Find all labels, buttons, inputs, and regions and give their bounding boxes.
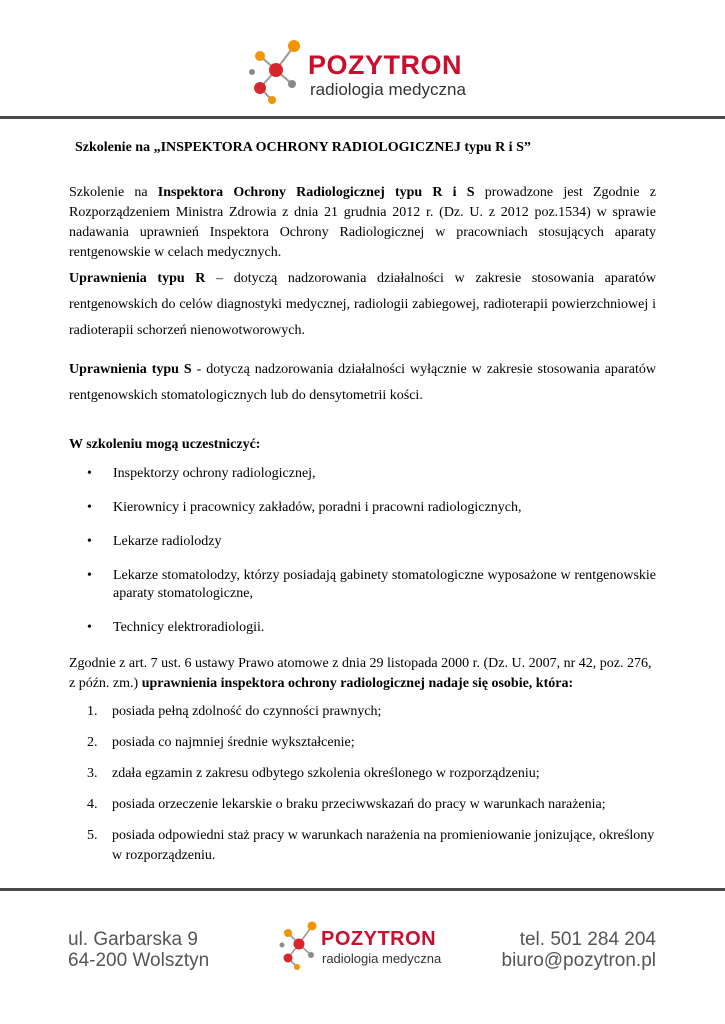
footer-contact [502, 929, 656, 971]
header-brand: POZYTRON [308, 50, 463, 80]
law-bold: uprawnienia inspektora ochrony radiologicznej nadaje się osobie, która: [141, 676, 574, 691]
bullet-icon: • [87, 620, 92, 635]
intro-rest: prowadzone jest Zgodnie z Rozporządzeniem Ministra Zdrowia z dnia 21 grudnia 2012 r. (Dz. U. z 2012 poz.1534) w sprawie nadawania uprawnień Inspektora Ochrony Radiologicznej w pracowniach stosujących aparaty rentgenowskie w celach medycznych. [69, 185, 656, 260]
bullet-icon: • [87, 534, 92, 549]
footer-address [68, 929, 209, 971]
footer-phone: tel. 501 284 204 [519, 929, 656, 950]
intro-paragraph [69, 183, 656, 263]
intro-lead: Szkolenie na [69, 185, 158, 200]
list-item: • Kierownicy i pracownicy zakładów, poradni i pracowni radiologicznych, [87, 500, 522, 515]
list-item: 3. zdała egzamin z zakresu odbytego szkolenia określonego w rozporządzeniu; [87, 766, 540, 781]
header-divider [0, 116, 725, 119]
participants-list [69, 465, 656, 637]
list-item: • Inspektorzy ochrony radiologicznej, [87, 466, 316, 481]
molecule-icon [246, 36, 314, 106]
list-item: • Technicy elektroradiologii. [87, 620, 265, 635]
law-text: Zgodnie z art. 7 ust. 6 ustawy Prawo atomowe z dnia 29 listopada 2000 r. (Dz. U. 2007, nr 42, poz. 276, z późn. zm.) [69, 656, 652, 691]
type-r-paragraph [69, 266, 656, 344]
conditions-list [69, 702, 656, 866]
footer-logo [278, 918, 458, 974]
footer-brand: POZYTRON [321, 928, 437, 950]
footer-tagline: radiologia medyczna [322, 951, 442, 966]
bullet-icon: • [87, 568, 92, 583]
footer-address-line2: 64-200 Wolsztyn [68, 950, 210, 971]
list-item: • Lekarze radiolodzy [87, 534, 222, 549]
law-paragraph [69, 654, 656, 694]
footer-email[interactable]: biuro@pozytron.pl [501, 950, 656, 971]
footer-address-line1: ul. Garbarska 9 [68, 929, 198, 950]
type-r-label: Uprawnienia typu R [69, 271, 206, 286]
molecule-icon [278, 918, 326, 972]
list-item: • Lekarze stomatolodzy, którzy posiadają gabinety stomatologiczne wyposażone w rentgenowskie aparaty stomatologiczne, [87, 568, 656, 601]
participants-heading: W szkoleniu mogą uczestniczyć: [69, 437, 261, 452]
page-title: Szkolenie na „INSPEKTORA OCHRONY RADIOLOGICZNEJ typu R i S” [75, 140, 531, 155]
type-s-label: Uprawnienia typu S [69, 362, 192, 377]
type-r-text: – dotyczą nadzorowania działalności w zakresie stosowania aparatów rentgenowskich do celów diagnostyki medycznej, radiologii zabiegowej, radioterapii powierzchniowej i radioterapii schorzeń nienowotworowych. [69, 271, 656, 338]
list-item: 4. posiada orzeczenie lekarskie o braku przeciwwskazań do pracy w warunkach narażenia; [87, 797, 606, 812]
type-s-text: - dotyczą nadzorowania działalności wyłącznie w zakresie stosowania aparatów rentgenowskich stomatologicznych lub do densytometrii kości. [69, 362, 656, 403]
header-logo [246, 36, 486, 106]
footer-divider [0, 888, 725, 891]
type-s-paragraph [69, 357, 656, 409]
header-tagline: radiologia medyczna [310, 80, 466, 99]
bullet-icon: • [87, 466, 92, 481]
list-item: 2. posiada co najmniej średnie wykształcenie; [87, 735, 355, 750]
intro-bold: Inspektora Ochrony Radiologicznej typu R i S [157, 185, 475, 200]
list-item: 1. posiada pełną zdolność do czynności prawnych; [87, 704, 382, 719]
bullet-icon: • [87, 500, 92, 515]
list-item: 5. posiada odpowiedni staż pracy w warunkach narażenia na promieniowanie jonizujące, określony w rozporządzeniu. [87, 828, 655, 863]
